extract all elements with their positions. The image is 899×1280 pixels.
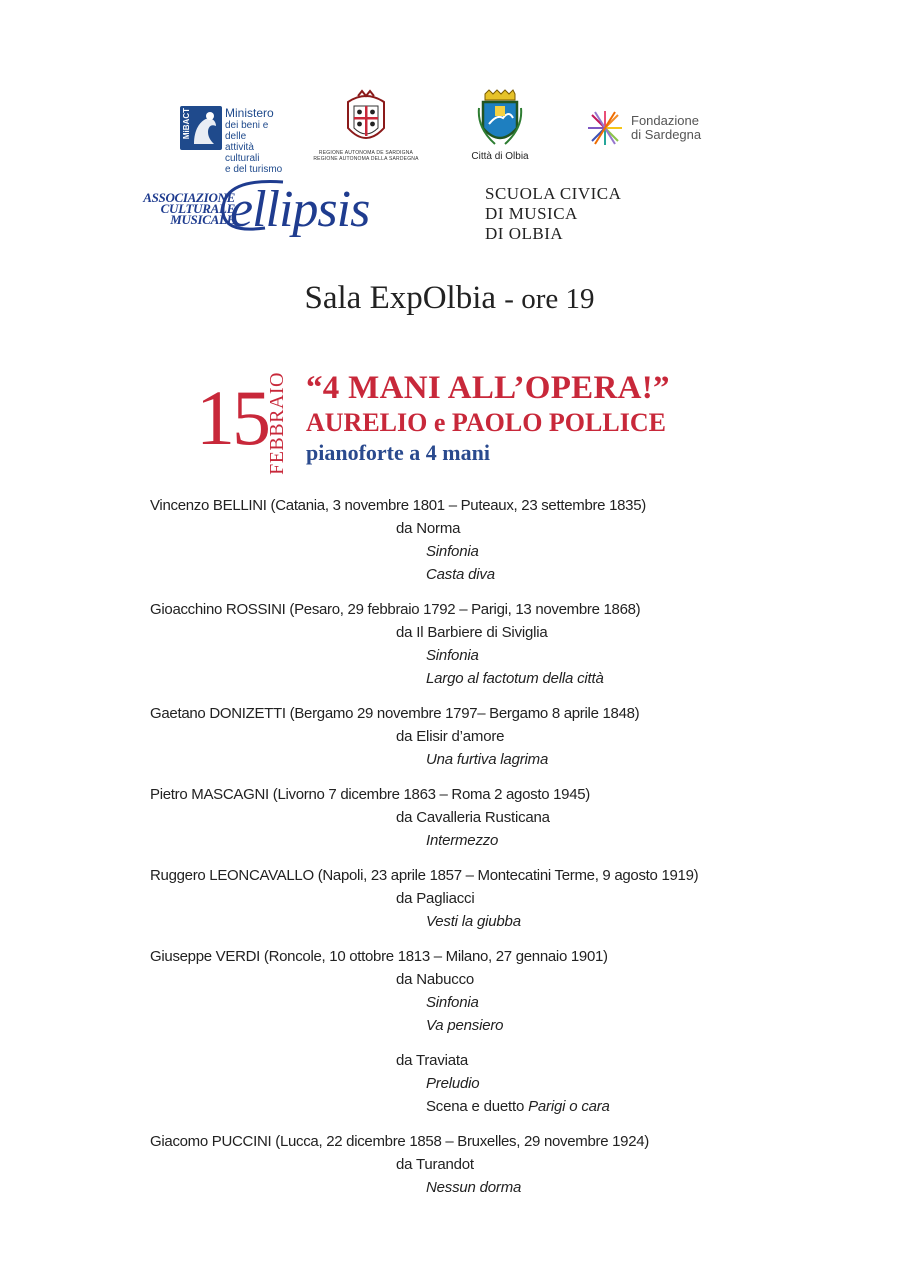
composer-line bbox=[150, 864, 850, 887]
fondazione-star-icon bbox=[585, 108, 625, 148]
piece-title: Sinfonia bbox=[426, 543, 479, 560]
piece-prefix: Scena e duetto bbox=[426, 1098, 525, 1115]
scuola-line2: DI MUSICA bbox=[485, 204, 578, 223]
olbia-crest-icon bbox=[475, 88, 525, 150]
composer-line bbox=[150, 945, 850, 968]
event-month bbox=[266, 372, 294, 475]
citta-olbia-logo bbox=[455, 88, 545, 168]
ellipsis-assoc-line1: ASSOCIAZIONE bbox=[143, 190, 235, 205]
regione-caption-1: REGIONE AUTONOMA DE SARDIGNA bbox=[318, 150, 414, 156]
opera-title: da Cavalleria Rusticana bbox=[396, 809, 550, 826]
scuola-line3: DI OLBIA bbox=[485, 224, 564, 243]
composer-dates: (Roncole, 10 ottobre 1813 – Milano, 27 gennaio 1901) bbox=[263, 948, 608, 965]
event-month-label: FEBBRAIO bbox=[266, 372, 288, 475]
fondazione-line1: Fondazione bbox=[631, 113, 699, 128]
event-instrument: pianoforte a 4 mani bbox=[306, 440, 490, 465]
composer-line bbox=[150, 1130, 850, 1153]
mibact-line4: e del turismo bbox=[225, 164, 283, 175]
piece-title: Vesti la giubba bbox=[426, 913, 521, 930]
piece-title-italic: Parigi o cara bbox=[528, 1098, 610, 1115]
composer-line bbox=[150, 783, 850, 806]
mibact-badge-label: MiBACT bbox=[182, 108, 191, 140]
piece-title: Una furtiva lagrima bbox=[426, 751, 549, 768]
venue-name: Sala ExpOlbia bbox=[304, 280, 497, 316]
piece-title-mixed bbox=[150, 1095, 850, 1118]
opera-title: da Turandot bbox=[396, 1156, 474, 1173]
composer-dates: (Catania, 3 novembre 1801 – Puteaux, 23 settembre 1835) bbox=[270, 497, 646, 514]
composer-name: Ruggero LEONCAVALLO bbox=[150, 867, 314, 884]
composer-line bbox=[150, 598, 850, 621]
piece-title: Va pensiero bbox=[426, 1017, 504, 1034]
mibact-text bbox=[225, 107, 290, 175]
ellipsis-assoc-line2: CULTURALE bbox=[160, 201, 235, 216]
ellipsis-logo bbox=[105, 178, 405, 248]
opera-title: da Norma bbox=[396, 520, 461, 537]
concert-program bbox=[150, 494, 850, 1211]
olbia-caption: Città di Olbia bbox=[471, 151, 529, 162]
piece-title: Largo al factotum della città bbox=[426, 670, 604, 687]
regione-caption-2: REGIONE AUTONOMA DELLA SARDEGNA bbox=[313, 156, 419, 162]
composer-name: Giacomo PUCCINI bbox=[150, 1133, 272, 1150]
piece-title: Casta diva bbox=[426, 566, 495, 583]
program-rossini bbox=[150, 598, 850, 690]
venue-heading bbox=[0, 280, 899, 317]
opera-title: da Nabucco bbox=[396, 971, 475, 988]
program-puccini bbox=[150, 1130, 850, 1199]
scuola-line1: SCUOLA CIVICA bbox=[485, 184, 622, 203]
composer-dates: (Bergamo 29 novembre 1797– Bergamo 8 aprile 1848) bbox=[289, 705, 640, 722]
event-day: 15 bbox=[196, 374, 268, 461]
mibact-line1: Ministero bbox=[225, 106, 274, 120]
mibact-emblem-icon bbox=[180, 106, 222, 150]
fondazione-text bbox=[631, 114, 701, 142]
composer-name: Pietro MASCAGNI bbox=[150, 786, 269, 803]
composer-line bbox=[150, 702, 850, 725]
composer-line bbox=[150, 494, 850, 517]
composer-name: Giuseppe VERDI bbox=[150, 948, 261, 965]
piece-title: Preludio bbox=[426, 1075, 480, 1092]
fondazione-line2: di Sardegna bbox=[631, 127, 702, 142]
opera-title: da Traviata bbox=[396, 1052, 469, 1069]
composer-dates: (Pesaro, 29 febbraio 1792 – Parigi, 13 novembre 1868) bbox=[289, 601, 641, 618]
ellipsis-assoc-line3: MUSICALE bbox=[170, 212, 235, 227]
program-donizetti bbox=[150, 702, 850, 771]
composer-dates: (Napoli, 23 aprile 1857 – Montecatini Terme, 9 agosto 1919) bbox=[317, 867, 699, 884]
regione-sardegna-logo bbox=[310, 88, 422, 166]
scuola-civica-text bbox=[485, 184, 621, 244]
composer-name: Gaetano DONIZETTI bbox=[150, 705, 286, 722]
piece-title: Intermezzo bbox=[426, 832, 499, 849]
composer-dates: (Livorno 7 dicembre 1863 – Roma 2 agosto 1945) bbox=[272, 786, 590, 803]
opera-title: da Il Barbiere di Siviglia bbox=[396, 624, 548, 641]
composer-dates: (Lucca, 22 dicembre 1858 – Bruxelles, 29 novembre 1924) bbox=[275, 1133, 649, 1150]
ellipsis-wordmark: ellipsis bbox=[230, 181, 370, 238]
spacer bbox=[150, 1037, 850, 1049]
regione-crest-icon bbox=[338, 88, 394, 150]
opera-title: da Pagliacci bbox=[396, 890, 475, 907]
composer-name: Vincenzo BELLINI bbox=[150, 497, 267, 514]
venue-time: - ore 19 bbox=[504, 283, 595, 315]
program-verdi bbox=[150, 945, 850, 1118]
mibact-logo bbox=[180, 106, 290, 175]
program-mascagni bbox=[150, 783, 850, 852]
opera-title: da Elisir d’amore bbox=[396, 728, 505, 745]
piece-title: Nessun dorma bbox=[426, 1179, 522, 1196]
event-title: “4 MANI ALL’OPERA!” bbox=[306, 370, 670, 406]
mibact-line2: dei beni e delle bbox=[225, 120, 269, 142]
mibact-line3: attività culturali bbox=[225, 142, 260, 164]
piece-title: Sinfonia bbox=[426, 994, 479, 1011]
event-performers: AURELIO e PAOLO POLLICE bbox=[306, 408, 666, 437]
program-bellini bbox=[150, 494, 850, 586]
composer-name: Gioacchino ROSSINI bbox=[150, 601, 286, 618]
fondazione-sardegna-logo bbox=[585, 108, 715, 148]
program-leoncavallo bbox=[150, 864, 850, 933]
piece-title: Sinfonia bbox=[426, 647, 479, 664]
